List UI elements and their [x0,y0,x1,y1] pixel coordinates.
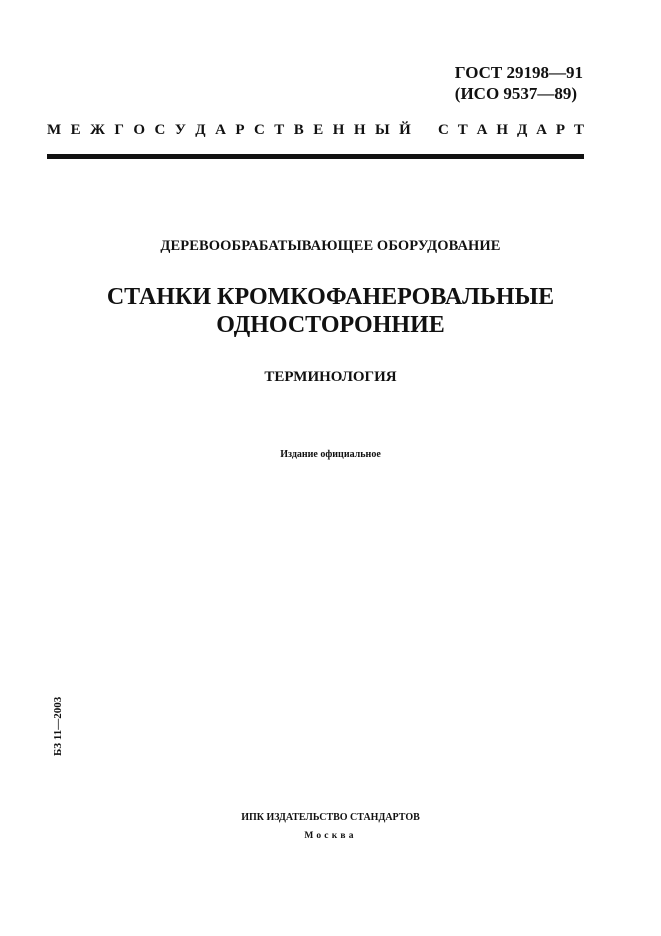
heading-letter: Е [313,122,324,138]
heading-letter: Й [399,122,411,138]
iso-number: (ИСО 9537—89) [454,84,578,103]
publisher-name: ИПК ИЗДАТЕЛЬСТВО СТАНДАРТОВ [241,812,420,823]
heading-letter: Н [332,122,345,138]
gost-number: ГОСТ 29198—91 [454,63,583,82]
side-code: БЗ 11—2003 [52,696,64,756]
heading-letter: А [476,122,488,138]
document-subtitle: ТЕРМИНОЛОГИЯ [264,369,397,385]
document-title [0,283,661,339]
heading-letter: М [47,122,62,138]
category-heading: ДЕРЕВООБРАБАТЫВАЮЩЕЕ ОБОРУДОВАНИЕ [160,238,501,254]
publisher-city: Москва [304,831,357,841]
heading-letter: С [154,122,166,138]
heading-letter: Д [195,122,206,138]
standard-type-word-1 [47,120,411,140]
heading-letter: Т [457,122,468,138]
document-code [455,62,583,104]
title-line-1: СТАНКИ КРОМКОФАНЕРОВАЛЬНЫЕ [106,284,555,310]
heading-letter: А [215,122,226,138]
heading-letter: У [174,122,186,138]
heading-letter: О [133,122,146,138]
heading-letter: С [438,122,449,138]
heading-letter: Ж [90,122,105,138]
heading-letter: Т [274,122,285,138]
heading-letter: С [253,122,265,138]
heading-letter: Д [516,122,528,138]
standard-type-heading [47,120,584,140]
heading-letter: Т [573,122,584,138]
heading-letter: Ы [374,122,390,138]
standard-type-word-2 [438,120,584,140]
heading-rule [47,154,584,159]
heading-letter: А [536,122,547,138]
edition-note: Издание официальное [280,449,381,460]
heading-letter: В [293,122,304,138]
heading-letter: Г [114,122,124,138]
heading-letter: Н [496,122,509,138]
heading-letter: Е [70,122,81,138]
heading-letter: Р [555,122,566,138]
heading-letter: Р [235,122,245,138]
title-line-2: ОДНОСТОРОННИЕ [216,312,445,338]
heading-letter: Н [353,122,366,138]
